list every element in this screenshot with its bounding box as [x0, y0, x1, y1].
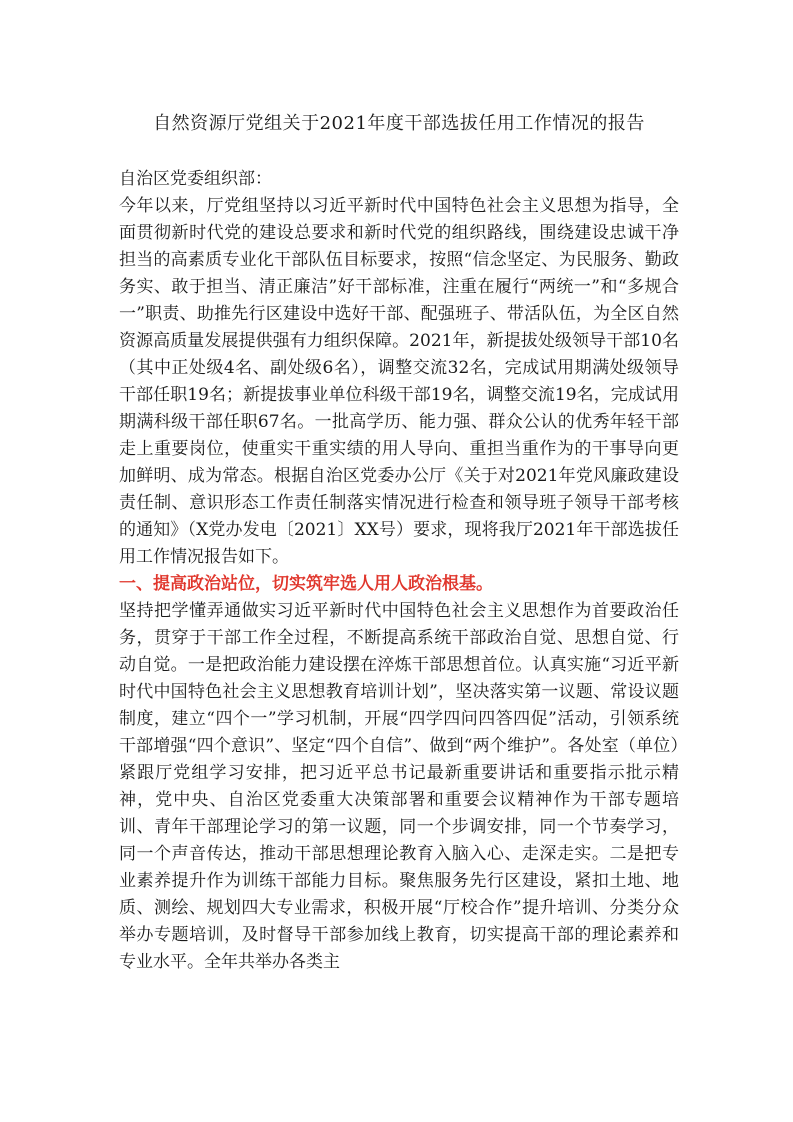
section-paragraph-1: 坚持把学懂弄通做实习近平新时代中国特色社会主义思想作为首要政治任务，贯穿于干部工作全过程，不断提高系统干部政治自觉、思想自觉、行动自觉。一是把政治能力建设摆在淬炼干部思想首位。认真实施“习近平新时代中国特色社会主义思想教育培训计划”，坚决落实第一议题、常设议题制度，建立“四个一”学习机制，开展“四学四问四答四促”活动，引领系统干部增强“四个意识”、坚定“四个自信”、做到“两个维护”。各处室（单位）紧跟厅党组学习安排，把习近平总书记最新重要讲话和重要指示批示精神，党中央、自治区党委重大决策部署和重要会议精神作为干部专题培训、青年干部理论学习的第一议题，同一个步调安排，同一个节奏学习，同一个声音传达，推动干部思想理论教育入脑入心、走深走实。二是把专业素养提升作为训练干部能力目标。聚焦服务先行区建设，紧扣土地、地质、测绘、规划四大专业需求，积极开展“厅校合作”提升培训、分类分众举办专题培训，及时督导干部参加线上教育，切实提高干部的理论素养和专业水平。全年共举办各类主 [119, 601, 679, 972]
salutation: 自治区党委组织部： [119, 169, 272, 189]
intro-paragraph: 今年以来，厅党组坚持以习近平新时代中国特色社会主义思想为指导，全面贯彻新时代党的建设总要求和新时代党的组织路线，围绕建设忠诚干净担当的高素质专业化干部队伍目标要求，按照“信念坚定、为民服务、勤政务实、敢于担当、清正廉洁”好干部标准，注重在履行“两统一”和“多规合一”职责、助推先行区建设中选好干部、配强班子、带活队伍，为全区自然资源高质量发展提供强有力组织保障。2021年，新提拔处级领导干部10名（其中正处级4名、副处级6名），调整交流32名，完成试用期满处级领导干部任职19名；新提拔事业单位科级干部19名，调整交流19名，完成试用期满科级干部任职67名。一批高学历、能力强、群众公认的优秀年轻干部走上重要岗位，使重实干重实绩的用人导向、重担当重作为的干事导向更加鲜明、成为常态。根据自治区党委办公厅《关于对2021年党风廉政建设责任制、意识形态工作责任制落实情况进行检查和领导班子领导干部考核的通知》（X党办发电〔2021〕XX号）要求，现将我厅2021年干部选拔任用工作情况报告如下。 [119, 196, 679, 567]
document-page [119, 108, 679, 976]
document-title: 自然资源厅党组关于2021年度干部选拔任用工作情况的报告 [153, 113, 645, 134]
section-heading-1: 一、提高政治站位，切实筑牢选人用人政治根基。 [119, 574, 493, 594]
